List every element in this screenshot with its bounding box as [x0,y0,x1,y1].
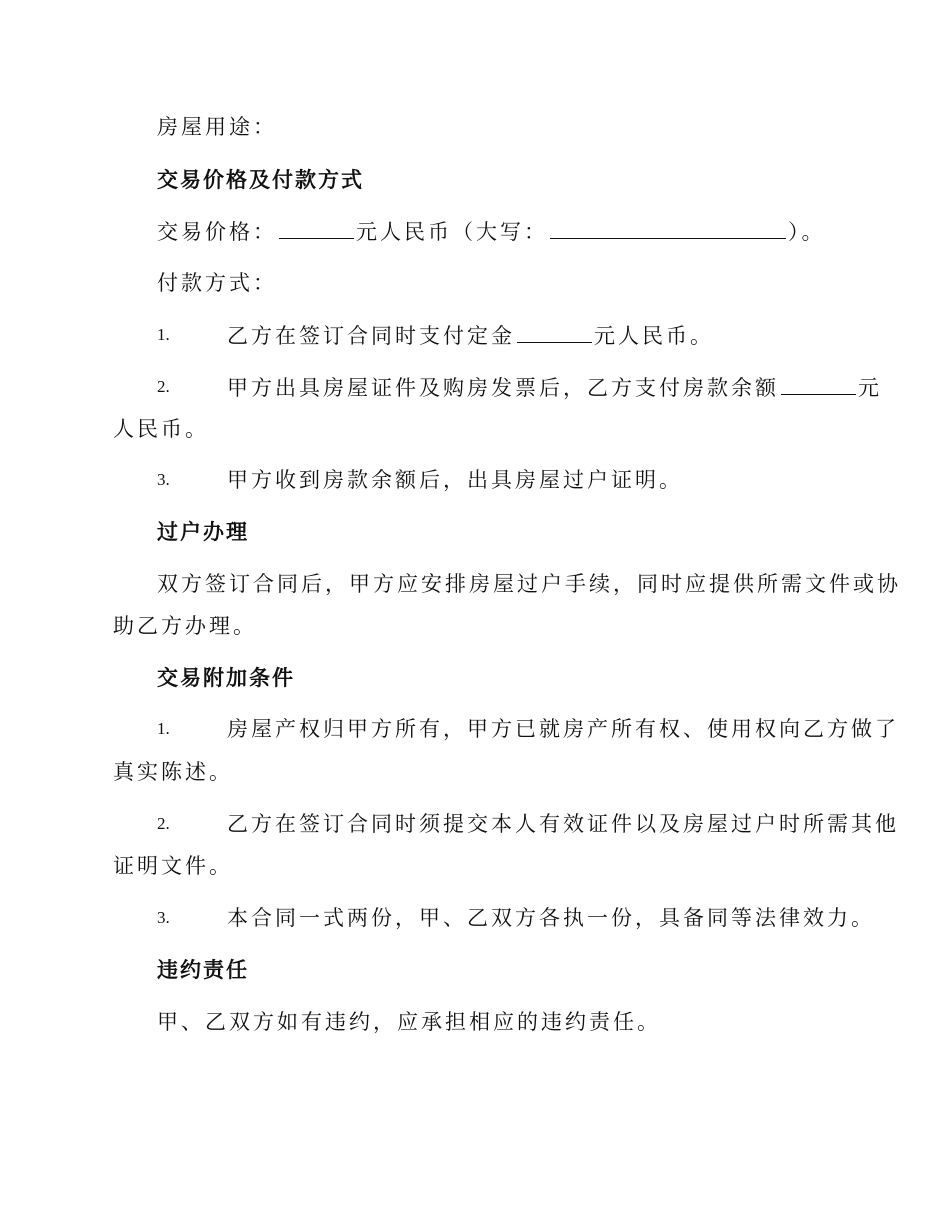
property-usage-label: 房屋用途： [157,115,277,139]
payment-item-deposit [227,320,714,351]
payment-item-text: 元人民币。 [594,324,714,348]
price-line [157,216,826,247]
transfer-paragraph-line2: 助乙方办理。 [113,614,257,638]
price-payment-heading: 交易价格及付款方式 [157,167,364,192]
balance-amount-blank[interactable] [781,372,856,395]
condition-item-continuation: 真实陈述。 [113,760,233,784]
price-suffix: ）。 [788,220,826,244]
payment-method-label: 付款方式： [157,271,277,295]
condition-item-number: 3. [157,908,170,927]
price-amount-blank[interactable] [279,216,354,239]
price-mid: 元人民币（大写： [356,220,548,244]
payment-item-balance [227,372,882,403]
breach-heading: 违约责任 [157,957,249,982]
payment-item-continuation: 人民币。 [113,417,209,441]
condition-item-number: 2. [157,814,170,833]
payment-item-number: 3. [157,470,170,489]
payment-item-text: 甲方出具房屋证件及购房发票后，乙方支付房款余额 [227,376,779,400]
transfer-heading: 过户办理 [157,519,249,544]
condition-item-number: 1. [157,719,170,738]
payment-item-text: 乙方在签订合同时支付定金 [227,324,515,348]
price-uppercase-blank[interactable] [550,216,786,239]
payment-item-number: 1. [157,325,170,344]
price-prefix: 交易价格： [157,220,277,244]
condition-item-continuation: 证明文件。 [113,854,233,878]
condition-item-text: 乙方在签订合同时须提交本人有效证件以及房屋过户时所需其他 [227,812,899,836]
payment-item-text: 元 [858,376,882,400]
deposit-amount-blank[interactable] [517,320,592,343]
breach-paragraph: 甲、乙双方如有违约，应承担相应的违约责任。 [157,1010,661,1034]
condition-item-text: 房屋产权归甲方所有，甲方已就房产所有权、使用权向乙方做了 [227,717,899,741]
transfer-paragraph-line1: 双方签订合同后，甲方应安排房屋过户手续，同时应提供所需文件或协 [157,572,901,596]
conditions-heading: 交易附加条件 [157,665,295,690]
payment-item-number: 2. [157,377,170,396]
condition-item-text: 本合同一式两份，甲、乙双方各执一份，具备同等法律效力。 [227,906,875,930]
payment-item-certificate: 甲方收到房款余额后，出具房屋过户证明。 [227,468,683,492]
